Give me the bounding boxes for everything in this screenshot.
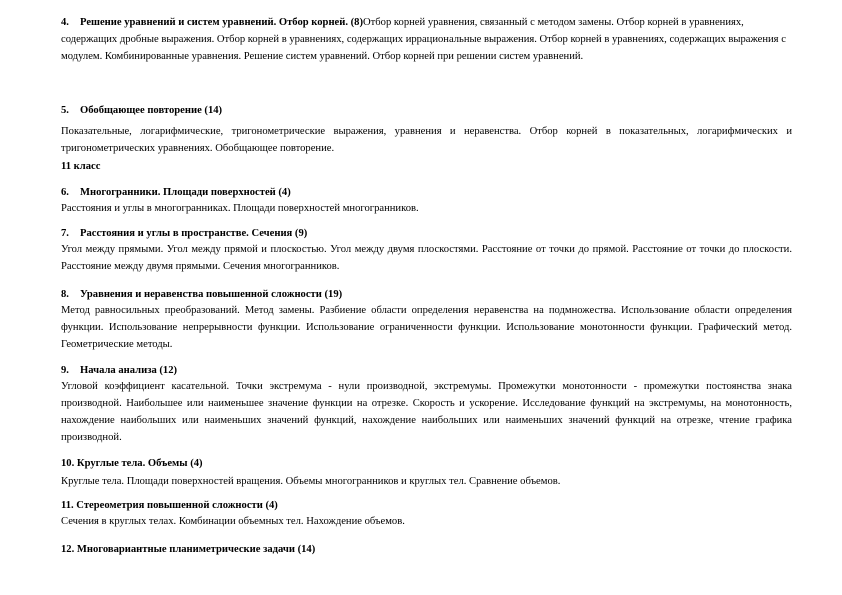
- section-4: [61, 14, 786, 65]
- section-9-title: Начала анализа (12): [80, 365, 178, 376]
- section-9-text: Угловой коэффициент касательной. Точки экстремума - нули производной, экстремумы. Промежутки монотонности - промежутки постоянства знака производной. Наибольшее или наименьшее значение функции на отрезке. Скорость и ускорение. Исследование функций на экстремумы, на монотонность, нахождение наибольших или наименьших значений функций, нахождение наибольших или наименьших значений функций на отрезке, чтение графика производной.: [61, 381, 792, 443]
- section-11-title: 11. Стереометрия повышенной сложности (4): [61, 500, 278, 511]
- section-8-number: 8.: [61, 289, 69, 300]
- section-7-number: 7.: [61, 228, 69, 239]
- section-12-title: 12. Многовариантные планиметрические задачи (14): [61, 544, 316, 555]
- section-7-text: Угол между прямыми. Угол между прямой и плоскостью. Угол между двумя плоскостями. Расстояние от точки до прямой. Расстояние от точки до плоскости. Расстояние между двумя прямыми. Сечения многогранников.: [61, 244, 792, 272]
- section-6-title: Многогранники. Площади поверхностей (4): [80, 187, 291, 198]
- section-7-heading: [61, 225, 792, 242]
- section-6-text: Расстояния и углы в многогранниках. Площади поверхностей многогранников.: [61, 203, 419, 214]
- section-4-text: Отбор корней уравнения, связанный с методом замены. Отбор корней в уравнениях, содержащих дробные выражения. Отбор корней в уравнениях, содержащих иррациональные выражения. Отбор корней в уравнениях, содержащих выражения с модулем. Комбинированные уравнения. Решение систем уравнений. Отбор корней при решении систем уравнений.: [61, 17, 786, 62]
- section-4-number: 4.: [61, 17, 69, 28]
- section-9-number: 9.: [61, 365, 69, 376]
- section-9-heading: [61, 362, 792, 379]
- section-5-heading: [61, 102, 792, 119]
- section-6-number: 6.: [61, 187, 69, 198]
- section-5-number: 5.: [61, 105, 69, 116]
- grade-heading: 11 класс: [61, 161, 101, 172]
- section-8-text: Метод равносильных преобразований. Метод замены. Разбиение области определения неравенства на подмножества. Использование области определения функции. Использование непрерывности функции. Использование ограниченности функции. Использование монотонности функции. Графический метод. Геометрические методы.: [61, 305, 792, 350]
- section-4-title: Решение уравнений и систем уравнений. Отбор корней. (8): [80, 17, 364, 28]
- section-6-heading: [61, 184, 792, 201]
- section-11-text: Сечения в круглых телах. Комбинации объемных тел. Нахождение объемов.: [61, 516, 405, 527]
- section-5-text: Показательные, логарифмические, тригонометрические выражения, уравнения и неравенства. Отбор корней в показательных, логарифмических и тригонометрических уравнениях. Обобщающее повторение.: [61, 126, 792, 154]
- section-8-title: Уравнения и неравенства повышенной сложности (19): [80, 289, 343, 300]
- section-10-text: Круглые тела. Площади поверхностей вращения. Объемы многогранников и круглых тел. Сравнение объемов.: [61, 476, 561, 487]
- section-7-title: Расстояния и углы в пространстве. Сечения (9): [80, 228, 308, 239]
- section-10-title: 10. Круглые тела. Объемы (4): [61, 458, 203, 469]
- section-8-heading: [61, 286, 792, 303]
- section-5-title: Обобщающее повторение (14): [80, 105, 223, 116]
